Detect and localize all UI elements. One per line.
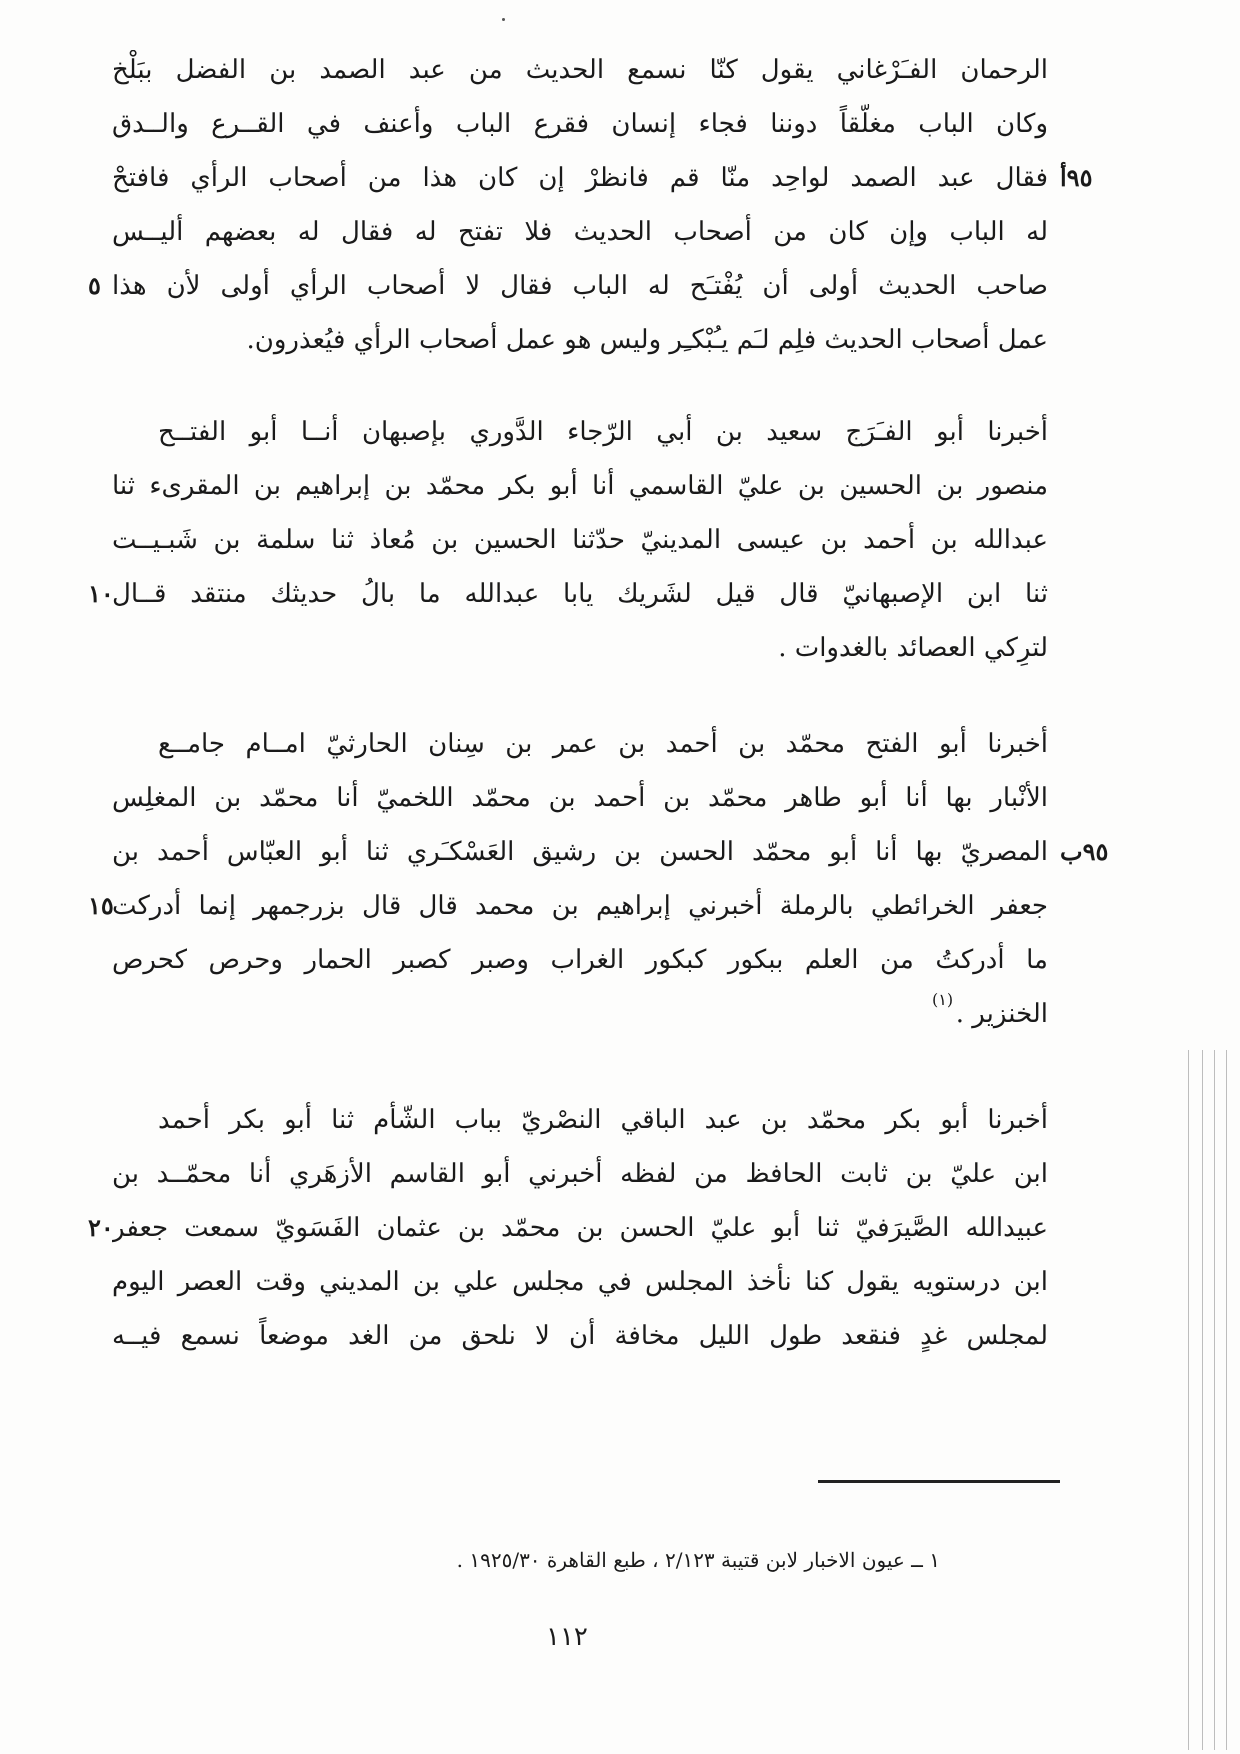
text-line: أخبرنا أبو الفتح محمّد بن أحمد بن عمر بن سِنان الحارثيّ امــام جامــع [158, 729, 1048, 759]
text-line: عبيدالله الصَّيرَفيّ ثنا أبو عليّ الحسن بن محمّد بن عثمان الفَسَويّ سمعت جعفر [112, 1213, 1048, 1243]
text-line: الرحمان الفـَرْغاني يقول كنّا نسمع الحديث من عبد الصمد بن الفضل ببَلْخ [112, 55, 1048, 85]
footnote-text: ١ ــ عيون الاخبار لابن قتيبة ٢/١٢٣ ، طبع القاهرة ١٩٢٥/٣٠ . [456, 1548, 940, 1572]
text-line: الأنْبار بها أنا أبو طاهر محمّد بن أحمد بن محمّد اللخميّ أنا محمّد بن المغلِس [112, 783, 1048, 813]
line-number: ١٥ [88, 891, 114, 920]
scan-dot [502, 18, 505, 21]
text-line: ما أدركتُ من العلم ببكور كبكور الغراب وصبر كصبر الحمار وحرص كحرص [112, 945, 1048, 975]
text-line: وكان الباب مغلّقاً دوننا فجاء إنسان فقرع الباب وأعنف في القــرع والــدق [112, 109, 1048, 139]
line-number: ١٠ [88, 579, 114, 608]
text-line: ثنا ابن الإصبهانيّ قال قيل لشَريك يابا عبدالله ما بالُ حديثك منتقد قــال [112, 579, 1048, 609]
text-line: ابن عليّ بن ثابت الحافظ من لفظه أخبرني أبو القاسم الأزهَري أنا محمّــد بن [112, 1159, 1048, 1189]
text-line: منصور بن الحسين بن عليّ القاسمي أنا أبو بكر محمّد بن إبراهيم بن المقرىء ثنا [112, 471, 1048, 501]
text-line: لترِكي العصائد بالغدوات . [778, 633, 1048, 663]
text-line: فقال عبد الصمد لواحِد منّا قم فانظرْ إن كان هذا من أصحاب الرأي فافتحْ [112, 163, 1048, 193]
folio-mark: ٩٥أ [1060, 163, 1093, 192]
text-line: المصريّ بها أنا أبو محمّد الحسن بن رشيق العَسْكـَري ثنا أبو العبّاس أحمد بن [112, 837, 1048, 867]
text-line: لمجلس غدٍ فنقعد طول الليل مخافة أن لا نلحق من الغد موضعاً نسمع فيــه [112, 1321, 1048, 1351]
text-line: الخنزير . [955, 999, 1048, 1029]
line-number: ٥ [88, 271, 101, 300]
scan-edge-line [1214, 1050, 1215, 1750]
line-number: ٢٠ [88, 1213, 114, 1242]
text-line: له الباب وإن كان من أصحاب الحديث فلا تفتح له فقال له بعضهم أليــس [112, 217, 1048, 247]
scan-edge-line [1188, 1050, 1189, 1750]
text-line: عمل أصحاب الحديث فلِم لـَم يـُبْكـِر وليس هو عمل أصحاب الرأي فيُعذرون. [246, 325, 1048, 355]
text-line: عبدالله بن أحمد بن عيسى المدينيّ حدّثنا الحسين بن مُعاذ ثنا سلمة بن شَبـيــت [112, 525, 1048, 555]
footnote-separator [818, 1480, 1060, 1483]
text-line: جعفر الخرائطي بالرملة أخبرني إبراهيم بن محمد قال قال بزرجمهر إنما أدركت [112, 891, 1048, 921]
scan-edge-line [1202, 1050, 1203, 1750]
scan-edge-line [1226, 1050, 1227, 1750]
text-line: صاحب الحديث أولى أن يُفْتـَح له الباب فقال لا أصحاب الرأي أولى لأن هذا [112, 271, 1048, 301]
footnote-reference: (١) [932, 990, 954, 1009]
folio-mark: ٩٥ب [1060, 837, 1109, 866]
text-line: ابن درستويه يقول كنا نأخذ المجلس في مجلس علي بن المديني وقت العصر اليوم [112, 1267, 1048, 1297]
text-line: أخبرنا أبو بكر محمّد بن عبد الباقي النصْريّ بباب الشّأم ثنا أبو بكر أحمد [158, 1105, 1048, 1135]
page-number: ١١٢ [546, 1622, 588, 1652]
text-line: أخبرنا أبو الفـَرَج سعيد بن أبي الرّجاء الدَّوري بإصبهان أنــا أبو الفتــح [158, 417, 1048, 447]
